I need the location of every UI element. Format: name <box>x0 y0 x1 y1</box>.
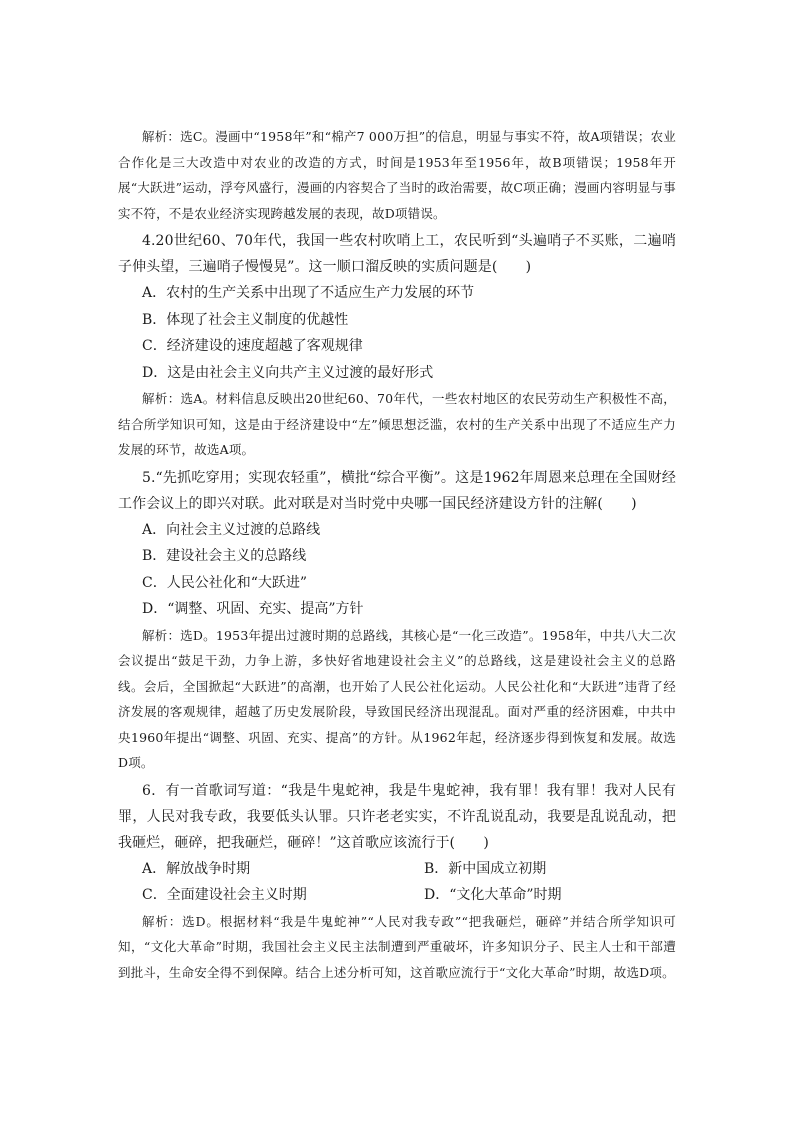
question-6-option-b: B．新中国成立初期 <box>424 860 547 877</box>
question-6-option-d: D．“文化大革命”时期 <box>424 887 562 903</box>
question-4-option-c: C．经济建设的速度超越了客观规律 <box>142 338 363 354</box>
question-6-option-c: C．全面建设社会主义时期 <box>142 887 307 903</box>
question-5-options <box>118 517 676 623</box>
question-5-option-b: B．建设社会主义的总路线 <box>142 548 307 564</box>
question-6-stem: 6．有一首歌词写道：“我是牛鬼蛇神，我是牛鬼蛇神，我有罪！我有罪！我对人民有罪，人民对我专政，我要低头认罪。只许老老实实，不许乱说乱动，我要是乱说乱动，把我砸烂，砸碎，把我砸烂，砸碎！”这首歌应该流行于( ) <box>118 782 676 851</box>
page-content <box>118 124 676 985</box>
question-5-option-a: A．向社会主义过渡的总路线 <box>142 521 321 538</box>
question-4-options <box>118 280 676 386</box>
question-4-option-b: B．体现了社会主义制度的优越性 <box>142 311 349 328</box>
question-5-option-c: C．人民公社化和“大跃进” <box>142 574 308 591</box>
question-4-option-a: A．农村的生产关系中出现了不适应生产力发展的环节 <box>142 285 475 301</box>
analysis-q5: 解析：选D。1953年提出过渡时期的总路线，其核心是“一化三改造”。1958年，中共八大二次会议提出“鼓足干劲，力争上游，多快好省地建设社会主义”的总路线，这是建设社会主义的总路线。会后，全国掀起“大跃进”的高潮，也开始了人民公社化运动。人民公社化和“大跃进”违背了经济发展的客观规律，超越了历史发展阶段，导致国民经济出现混乱。面对严重的经济困难，中共中央1960年提出“调整、巩固、充实、提高”的方针。从1962年起，经济逐步得到恢复和发展。故选D项。 <box>118 627 676 770</box>
analysis-q3: 解析：选C。漫画中“1958年”和“棉产7 000万担”的信息，明显与事实不符，故A项错误；农业合作化是三大改造中对农业的改造的方式，时间是1953年至1956年，故B项错误；1958年开展“大跃进”运动，浮夸风盛行，漫画的内容契合了当时的政治需要，故C项正确；漫画内容明显与事实不符，不是农业经济实现跨越发展的表现，故D项错误。 <box>118 129 676 221</box>
question-4-stem: 4.20世纪60、70年代，我国一些农村吹哨上工，农民听到“头遍哨子不买账，二遍哨子伸头望，三遍哨子慢慢晃”。这一顺口溜反映的实质问题是( ) <box>118 233 676 275</box>
question-5-stem: 5.“先抓吃穿用；实现农轻重”，横批“综合平衡”。这是1962年周恩来总理在全国财经工作会议上的即兴对联。此对联是对当时党中央哪一国民经济建设方针的注解( ) <box>118 469 676 512</box>
question-6-option-a: A．解放战争时期 <box>142 860 251 877</box>
question-4-option-d: D．这是由社会主义向共产主义过渡的最好形式 <box>142 364 434 381</box>
question-5-option-d: D．“调整、巩固、充实、提高”方针 <box>142 601 364 617</box>
analysis-q4: 解析：选A。材料信息反映出20世纪60、70年代，一些农村地区的农民劳动生产积极性不高，结合所学知识可知，这是由于经济建设中“左”倾思想泛滥，农村的生产关系中出现了不适应生产力发展的环节，故选A项。 <box>118 391 676 457</box>
analysis-q6: 解析：选D。根据材料“我是牛鬼蛇神”“人民对我专政”“把我砸烂，砸碎”并结合所学知识可知，“文化大革命”时期，我国社会主义民主法制遭到严重破坏，许多知识分子、民主人士和干部遭到批斗，生命安全得不到保障。结合上述分析可知，这首歌应流行于“文化大革命”时期，故选D项。 <box>118 913 676 980</box>
question-6-options <box>118 856 676 909</box>
